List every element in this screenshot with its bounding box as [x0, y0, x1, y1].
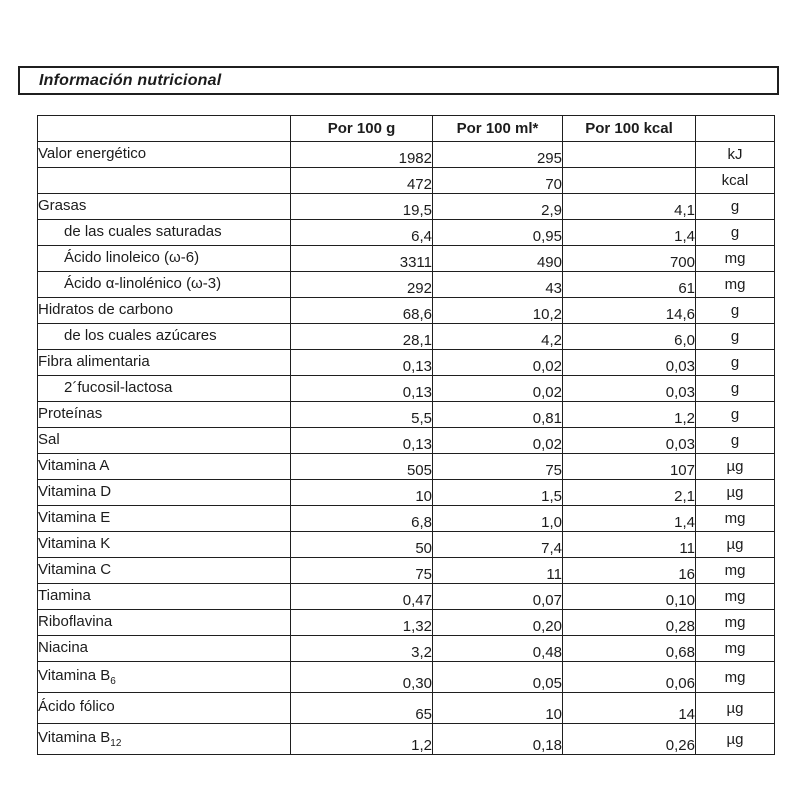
- unit-cell: mg: [696, 558, 775, 584]
- unit-cell: g: [696, 194, 775, 220]
- row-label-cell: [38, 246, 291, 272]
- header-label-empty: [38, 116, 291, 142]
- value-per-100g: 68,6: [291, 298, 433, 324]
- row-label: Tiamina: [38, 586, 91, 604]
- value-per-100g: 1,2: [291, 724, 433, 755]
- header-per-100g: Por 100 g: [291, 116, 433, 142]
- value-per-100kcal: 61: [563, 272, 696, 298]
- value-per-100g: 1982: [291, 142, 433, 168]
- value-per-100g: 0,13: [291, 376, 433, 402]
- value-per-100ml: 295: [433, 142, 563, 168]
- value-per-100ml: 75: [433, 454, 563, 480]
- row-label: Valor energético: [38, 144, 147, 162]
- value-per-100ml: 0,18: [433, 724, 563, 755]
- table-header-row: [38, 116, 775, 142]
- table-row: [38, 324, 775, 350]
- row-label-cell: [38, 506, 291, 532]
- row-label: Ácido α-linolénico (ω-3): [64, 274, 222, 292]
- value-per-100ml: 10: [433, 693, 563, 724]
- value-per-100ml: 0,02: [433, 350, 563, 376]
- row-label-cell: [38, 376, 291, 402]
- table-row: [38, 350, 775, 376]
- unit-cell: mg: [696, 506, 775, 532]
- unit-cell: µg: [696, 532, 775, 558]
- row-label: de los cuales azúcares: [64, 326, 217, 344]
- value-per-100ml: 0,95: [433, 220, 563, 246]
- value-per-100kcal: 6,0: [563, 324, 696, 350]
- value-per-100g: 65: [291, 693, 433, 724]
- row-label: Vitamina D: [38, 482, 112, 500]
- header-unit-empty: [696, 116, 775, 142]
- row-label-cell: [38, 532, 291, 558]
- row-label-cell: [38, 636, 291, 662]
- row-label: Vitamina A: [38, 456, 110, 474]
- header-per-100kcal: Por 100 kcal: [563, 116, 696, 142]
- value-per-100kcal: 4,1: [563, 194, 696, 220]
- row-label: Ácido fólico: [38, 698, 115, 715]
- row-label-cell: [38, 272, 291, 298]
- value-per-100g: 50: [291, 532, 433, 558]
- title-box: [18, 66, 779, 95]
- value-per-100kcal: 14: [563, 693, 696, 724]
- value-per-100g: 10: [291, 480, 433, 506]
- value-per-100g: 3311: [291, 246, 433, 272]
- value-per-100ml: 0,02: [433, 428, 563, 454]
- row-label-cell: [38, 220, 291, 246]
- row-label-cell: [38, 350, 291, 376]
- value-per-100g: 0,30: [291, 662, 433, 693]
- table-row: [38, 724, 775, 755]
- row-label: Ácido linoleico (ω-6): [64, 248, 200, 266]
- table-row: [38, 142, 775, 168]
- row-label: Vitamina C: [38, 560, 112, 578]
- unit-cell: kcal: [696, 168, 775, 194]
- value-per-100kcal: 2,1: [563, 480, 696, 506]
- value-per-100g: 28,1: [291, 324, 433, 350]
- value-per-100kcal: 11: [563, 532, 696, 558]
- row-label: Vitamina K: [38, 534, 111, 552]
- value-per-100g: 75: [291, 558, 433, 584]
- unit-cell: g: [696, 298, 775, 324]
- table-row: [38, 584, 775, 610]
- row-label: Hidratos de carbono: [38, 300, 174, 318]
- table-row: [38, 610, 775, 636]
- row-label: Fibra alimentaria: [38, 352, 150, 370]
- value-per-100ml: 10,2: [433, 298, 563, 324]
- table-row: [38, 272, 775, 298]
- row-label: de las cuales saturadas: [64, 222, 222, 240]
- table-row: [38, 246, 775, 272]
- row-label-cell: [38, 168, 291, 194]
- value-per-100ml: 0,02: [433, 376, 563, 402]
- unit-cell: g: [696, 402, 775, 428]
- unit-cell: kJ: [696, 142, 775, 168]
- row-label-cell: [38, 298, 291, 324]
- row-label: 2´fucosil-lactosa: [64, 378, 173, 396]
- unit-cell: mg: [696, 246, 775, 272]
- row-label-subscript: 12: [110, 738, 122, 749]
- value-per-100kcal: [563, 168, 696, 194]
- table-row: [38, 298, 775, 324]
- table-row: [38, 558, 775, 584]
- table-row: [38, 636, 775, 662]
- value-per-100g: 19,5: [291, 194, 433, 220]
- row-label-cell: [38, 194, 291, 220]
- value-per-100ml: 43: [433, 272, 563, 298]
- value-per-100g: 292: [291, 272, 433, 298]
- value-per-100ml: 0,05: [433, 662, 563, 693]
- value-per-100g: 1,32: [291, 610, 433, 636]
- table-row: [38, 532, 775, 558]
- value-per-100kcal: 0,03: [563, 376, 696, 402]
- table-row: [38, 454, 775, 480]
- table-row: [38, 168, 775, 194]
- value-per-100kcal: 700: [563, 246, 696, 272]
- table-row: [38, 376, 775, 402]
- value-per-100g: 3,2: [291, 636, 433, 662]
- row-label-cell: [38, 402, 291, 428]
- value-per-100kcal: [563, 142, 696, 168]
- value-per-100kcal: 0,06: [563, 662, 696, 693]
- value-per-100ml: 1,0: [433, 506, 563, 532]
- unit-cell: µg: [696, 724, 775, 755]
- unit-cell: g: [696, 376, 775, 402]
- value-per-100ml: 11: [433, 558, 563, 584]
- table-body: [38, 142, 775, 755]
- value-per-100kcal: 14,6: [563, 298, 696, 324]
- row-label: Vitamina E: [38, 508, 111, 526]
- table-row: [38, 402, 775, 428]
- row-label: Proteínas: [38, 404, 103, 422]
- row-label-cell: [38, 454, 291, 480]
- row-label-cell: [38, 428, 291, 454]
- unit-cell: µg: [696, 480, 775, 506]
- table-row: [38, 662, 775, 693]
- value-per-100kcal: 107: [563, 454, 696, 480]
- value-per-100ml: 0,20: [433, 610, 563, 636]
- value-per-100ml: 1,5: [433, 480, 563, 506]
- row-label-subscript: 6: [110, 676, 116, 687]
- value-per-100g: 0,47: [291, 584, 433, 610]
- value-per-100ml: 0,48: [433, 636, 563, 662]
- value-per-100ml: 490: [433, 246, 563, 272]
- row-label: Niacina: [38, 638, 89, 656]
- row-label: Grasas: [38, 196, 87, 214]
- value-per-100kcal: 0,28: [563, 610, 696, 636]
- value-per-100ml: 2,9: [433, 194, 563, 220]
- row-label: Vitamina B: [38, 729, 111, 746]
- row-label: Vitamina B: [38, 667, 111, 684]
- value-per-100kcal: 0,10: [563, 584, 696, 610]
- value-per-100g: 6,8: [291, 506, 433, 532]
- table-row: [38, 480, 775, 506]
- unit-cell: g: [696, 428, 775, 454]
- table-header: [38, 116, 775, 142]
- row-label-cell: [38, 693, 291, 724]
- value-per-100kcal: 0,03: [563, 428, 696, 454]
- value-per-100g: 6,4: [291, 220, 433, 246]
- row-label-cell: [38, 662, 291, 693]
- table-row: [38, 693, 775, 724]
- unit-cell: µg: [696, 454, 775, 480]
- row-label-cell: [38, 324, 291, 350]
- value-per-100ml: 0,07: [433, 584, 563, 610]
- value-per-100kcal: 0,26: [563, 724, 696, 755]
- row-label-cell: [38, 610, 291, 636]
- row-label-cell: [38, 584, 291, 610]
- table-row: [38, 220, 775, 246]
- table-row: [38, 194, 775, 220]
- row-label: Sal: [38, 430, 60, 448]
- value-per-100kcal: 0,03: [563, 350, 696, 376]
- value-per-100kcal: 1,4: [563, 220, 696, 246]
- table-row: [38, 506, 775, 532]
- value-per-100kcal: 0,68: [563, 636, 696, 662]
- row-label-cell: [38, 558, 291, 584]
- unit-cell: g: [696, 350, 775, 376]
- row-label-cell: [38, 142, 291, 168]
- unit-cell: mg: [696, 584, 775, 610]
- nutrition-table: [37, 115, 775, 755]
- value-per-100kcal: 1,2: [563, 402, 696, 428]
- unit-cell: g: [696, 220, 775, 246]
- table-row: [38, 428, 775, 454]
- unit-cell: mg: [696, 636, 775, 662]
- value-per-100ml: 7,4: [433, 532, 563, 558]
- value-per-100ml: 70: [433, 168, 563, 194]
- value-per-100kcal: 16: [563, 558, 696, 584]
- value-per-100g: 505: [291, 454, 433, 480]
- value-per-100ml: 4,2: [433, 324, 563, 350]
- row-label-cell: [38, 480, 291, 506]
- value-per-100kcal: 1,4: [563, 506, 696, 532]
- unit-cell: mg: [696, 272, 775, 298]
- page-title: Información nutricional: [39, 71, 222, 89]
- unit-cell: mg: [696, 610, 775, 636]
- unit-cell: mg: [696, 662, 775, 693]
- unit-cell: g: [696, 324, 775, 350]
- row-label: Riboflavina: [38, 612, 113, 630]
- value-per-100g: 0,13: [291, 428, 433, 454]
- value-per-100g: 0,13: [291, 350, 433, 376]
- row-label-cell: [38, 724, 291, 755]
- value-per-100g: 472: [291, 168, 433, 194]
- value-per-100g: 5,5: [291, 402, 433, 428]
- header-per-100ml: Por 100 ml*: [433, 116, 563, 142]
- value-per-100ml: 0,81: [433, 402, 563, 428]
- unit-cell: µg: [696, 693, 775, 724]
